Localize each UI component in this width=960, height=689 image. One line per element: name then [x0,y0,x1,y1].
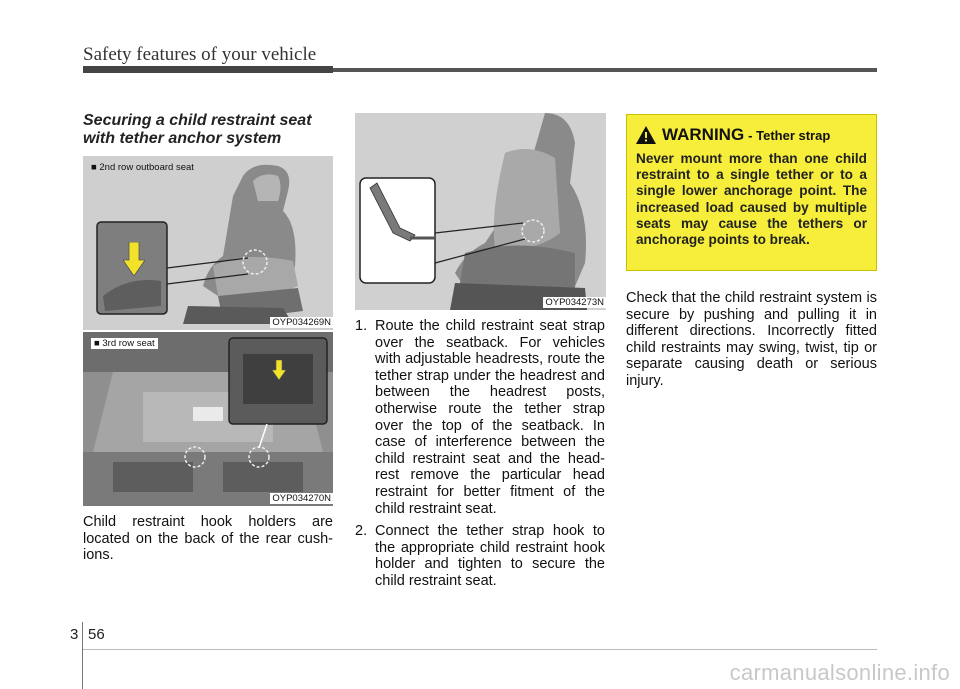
figure-caption: ■ 2nd row outboard seat [91,162,194,173]
footer-vrule [82,622,83,689]
figure-caption: ■ 3rd row seat [91,338,158,349]
footer-hrule [83,649,877,650]
warning-title: WARNING [662,125,745,144]
warning-header [636,125,867,145]
figure-3rd-row-seat [83,332,333,506]
child-seat-illustration [355,113,606,310]
list-item [355,523,605,589]
figure-code: OYP034273N [545,297,604,308]
watermark: carmanualsonline.info [729,660,950,685]
figure-code: OYP034270N [272,493,331,504]
warning-subtitle: - Tether strap [748,127,831,143]
warning-text: Never mount more than one child restraint to a single tether or to a single lower anchorage point. The increased load caused by multiple seats may cause the tethers or anchorage points to break. [636,151,867,248]
highlight-arrow-icon [123,242,145,276]
chapter-number: 3 [70,626,79,643]
body-text-check-restraint: Check that the child restraint system is secure by pushing and pulling it in different directions. Incorrectly fitted child restraints may swing, twist, tip or separate causing death or serious injury. [626,290,877,389]
figure-code: OYP034269N [272,317,331,328]
instruction-steps [355,318,605,592]
list-item [355,318,605,517]
warning-triangle-icon [636,126,656,144]
warning-box [626,114,877,271]
cargo-illustration [83,332,333,506]
step-number: 2. [355,523,368,540]
seat-illustration [83,156,333,330]
figure-child-seat [355,113,606,310]
body-text-hook-holders: Child restraint hook holders are located on the back of the rear cush- ions. [83,514,333,564]
page-header-title: Safety features of your vehicle [83,44,317,65]
header-rule-accent [83,66,333,73]
step-number: 1. [355,318,368,334]
page-number: 56 [88,626,105,643]
figure-2nd-row-seat [83,156,333,330]
highlight-arrow-icon [272,360,286,380]
step-text: Connect the tether strap hook to the appropriate child restraint hook holder and tighten to secure the child restraint seat. [375,523,605,589]
step-text: Route the child restraint seat strap over the seatback. For vehicles with adjustable headrests, route the tether strap under the headrest and between the headrest posts, otherwise route the tether strap over the top of the seatback. In case of interference between the child restraint seat and the head- rest remove the particular head restraint for better fitment of the child restraint seat. [375,318,605,517]
section-heading: Securing a child restraint seat with tether anchor system [83,112,312,147]
